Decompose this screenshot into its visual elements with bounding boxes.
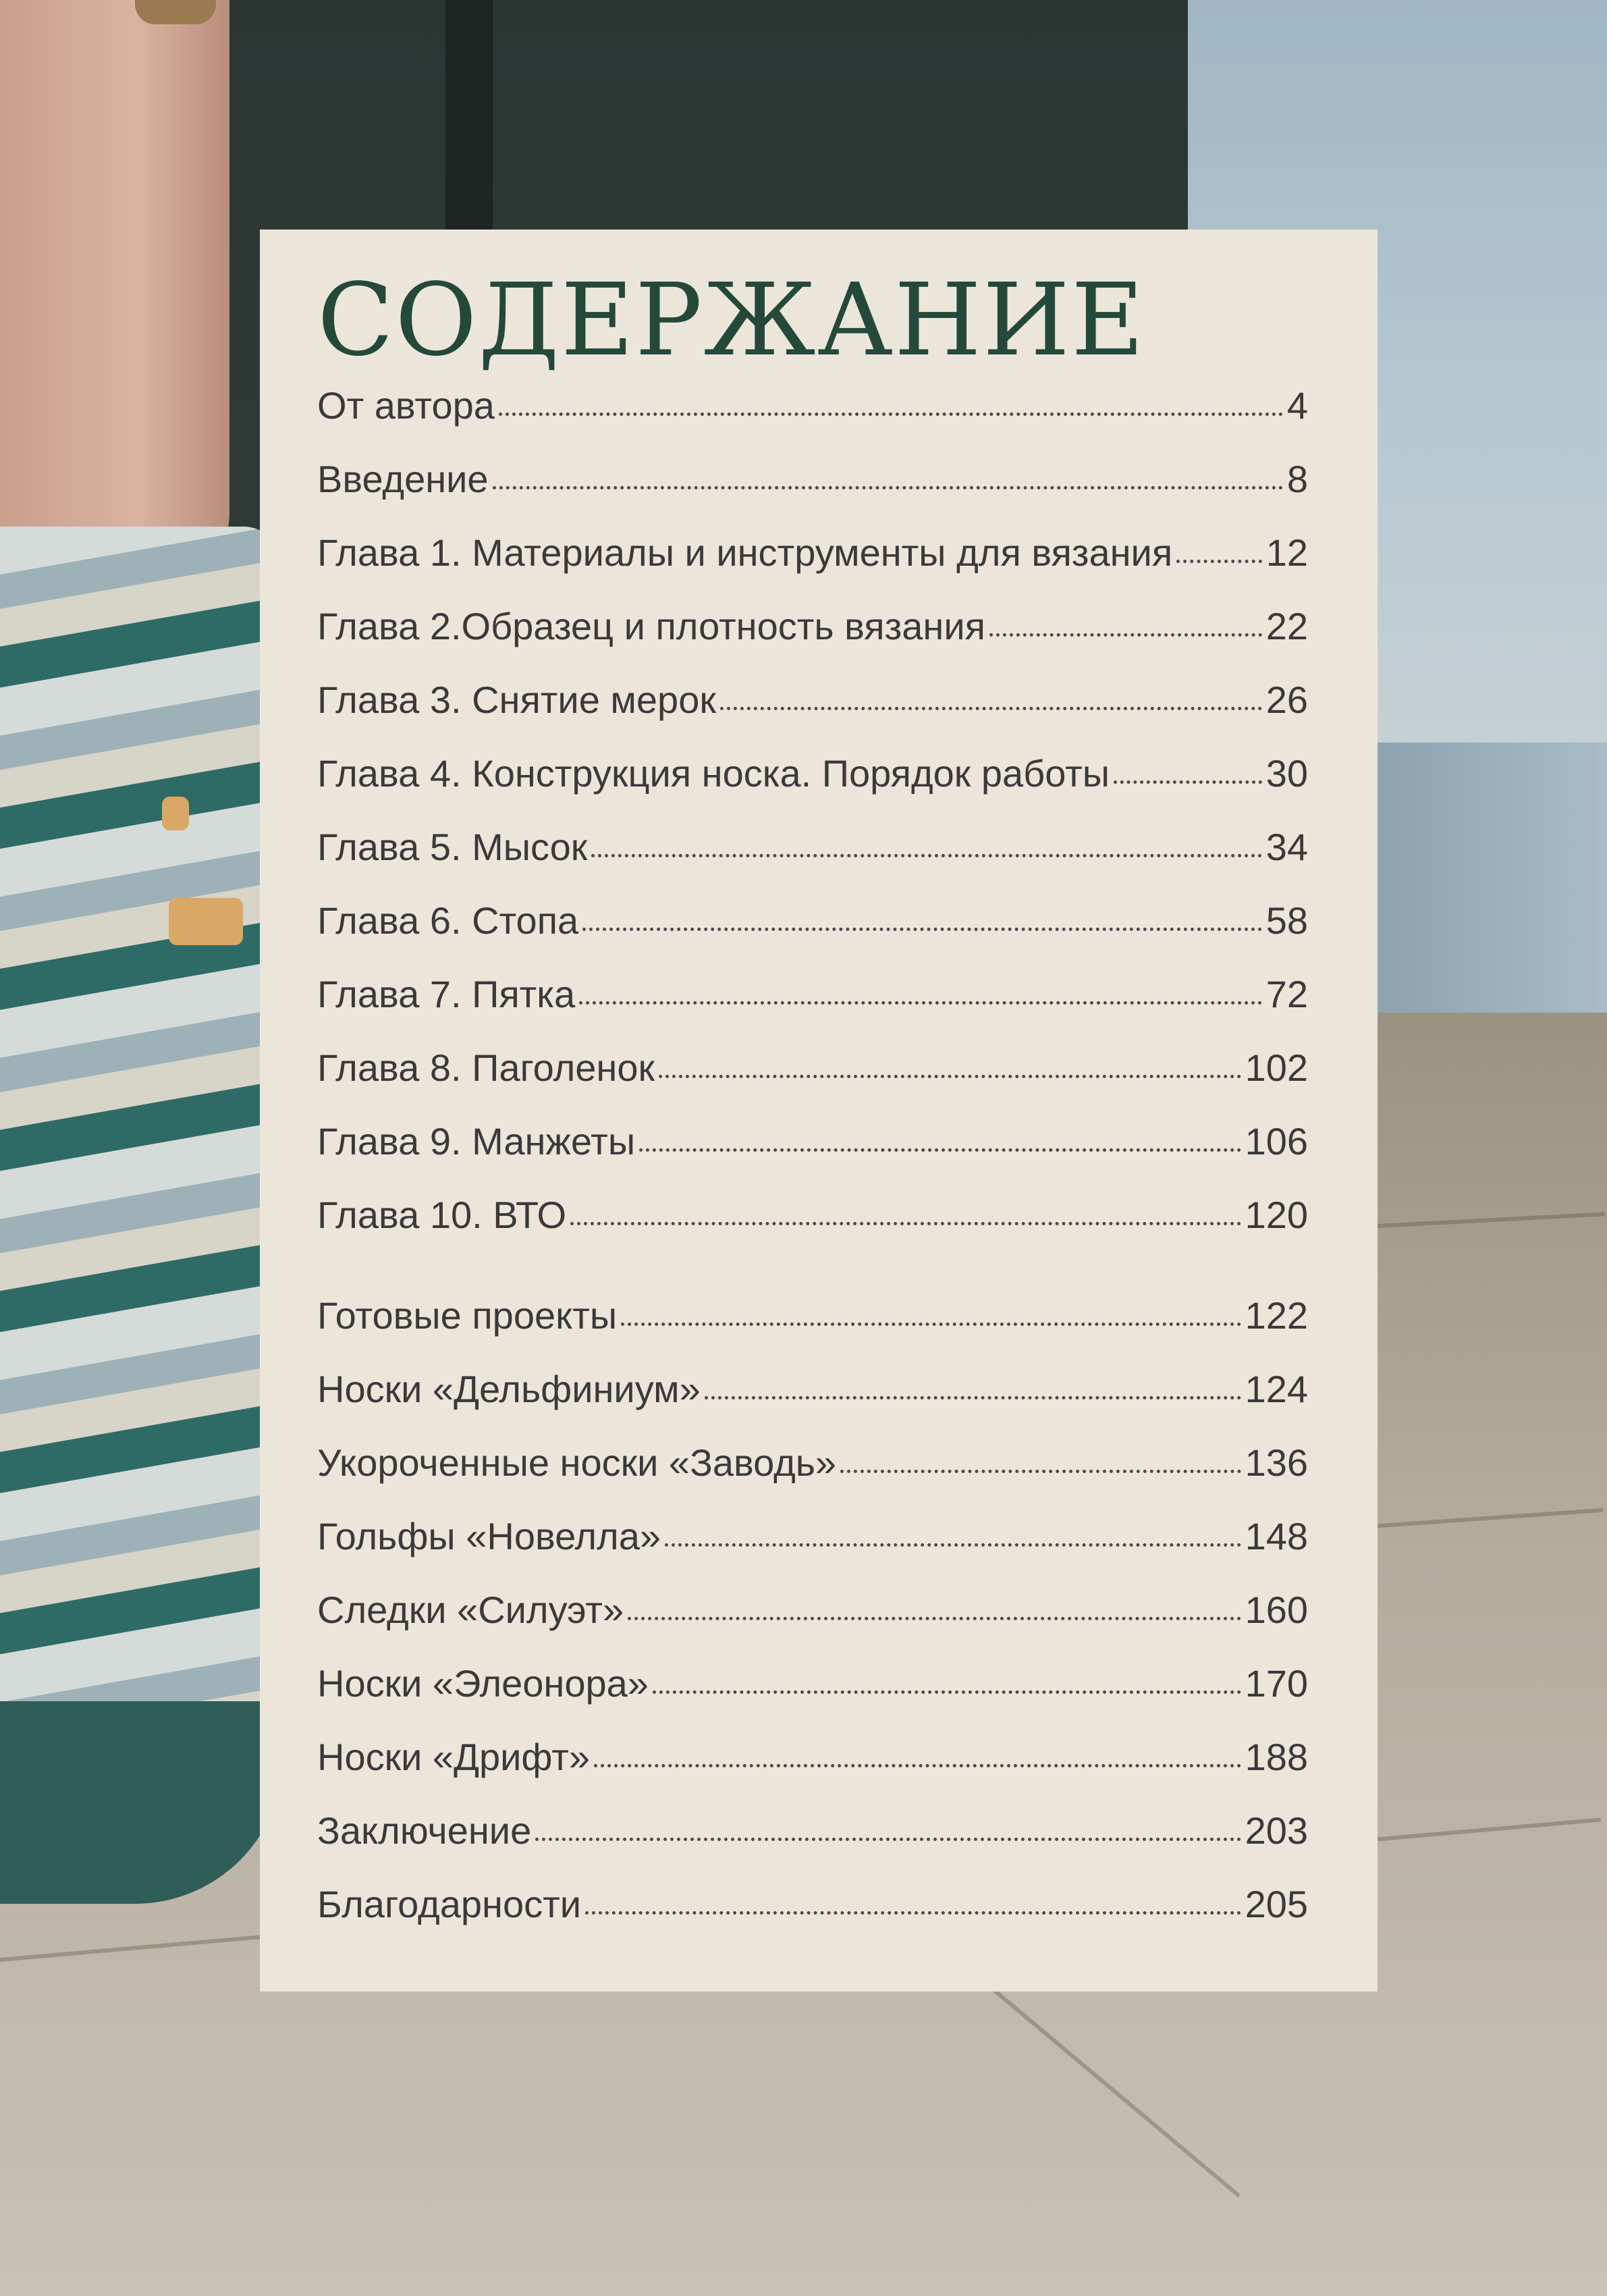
toc-entry-page: 160 bbox=[1245, 1588, 1308, 1631]
toc-entry[interactable] bbox=[317, 972, 1308, 1046]
toc-entry-label: Глава 9. Манжеты bbox=[317, 1120, 636, 1163]
toc-entry[interactable] bbox=[317, 1046, 1308, 1119]
toc-entry-page: 122 bbox=[1245, 1294, 1308, 1337]
toc-entry[interactable] bbox=[317, 383, 1308, 457]
toc-entry-label: Глава 4. Конструкция носка. Порядок работы bbox=[317, 752, 1110, 795]
toc-entry[interactable] bbox=[317, 1193, 1308, 1266]
toc-dot-leader bbox=[493, 486, 1283, 489]
toc-entry[interactable] bbox=[317, 751, 1308, 825]
toc-dot-leader bbox=[659, 1075, 1241, 1078]
toc-entry-label: Готовые проекты bbox=[317, 1294, 618, 1337]
toc-entry[interactable] bbox=[317, 1735, 1308, 1809]
toc-entry-label: Глава 3. Снятие мерок bbox=[317, 678, 716, 721]
toc-entry-label: Носки «Элеонора» bbox=[317, 1662, 649, 1705]
toc-dot-leader bbox=[639, 1148, 1241, 1152]
toc-entry-page: 124 bbox=[1245, 1368, 1308, 1410]
toc-dot-leader bbox=[499, 412, 1283, 416]
toc-dot-leader bbox=[720, 707, 1262, 710]
toc-entry-page: 34 bbox=[1265, 826, 1308, 868]
toc-dot-leader bbox=[665, 1543, 1241, 1547]
toc-entry-label: Укороченные носки «Заводь» bbox=[317, 1441, 837, 1484]
toc-dot-leader bbox=[535, 1838, 1241, 1841]
toc-entry-page: 72 bbox=[1265, 973, 1308, 1015]
toc-entry[interactable] bbox=[317, 604, 1308, 678]
toc-dot-leader bbox=[840, 1470, 1241, 1473]
toc-entry-label: Глава 6. Стопа bbox=[317, 899, 579, 942]
toc-dot-leader bbox=[579, 1001, 1262, 1005]
toc-entry-page: 106 bbox=[1245, 1120, 1308, 1163]
toc-entry[interactable] bbox=[317, 678, 1308, 751]
toc-entry-label: Глава 5. Мысок bbox=[317, 826, 588, 868]
toc-dot-leader bbox=[989, 633, 1262, 637]
toc-entry-label: Глава 1. Материалы и инструменты для вязания bbox=[317, 531, 1173, 574]
toc-entry-label: Введение bbox=[317, 458, 489, 500]
toc-entry-page: 8 bbox=[1286, 458, 1308, 500]
toc-entry[interactable] bbox=[317, 531, 1308, 604]
knitted-sock bbox=[0, 527, 283, 1877]
toc-dot-leader bbox=[594, 1764, 1241, 1767]
toc-dot-leader bbox=[1114, 780, 1262, 784]
toc-entry[interactable] bbox=[317, 1119, 1308, 1193]
toc-entry-page: 148 bbox=[1245, 1515, 1308, 1557]
toc-entry-page: 188 bbox=[1245, 1736, 1308, 1778]
toc-dot-leader bbox=[585, 1911, 1241, 1915]
toc-entry[interactable] bbox=[317, 1809, 1308, 1882]
toc-entry-label: Глава 7. Пятка bbox=[317, 973, 576, 1015]
toc-entry-page: 30 bbox=[1265, 752, 1308, 795]
toc-entry-page: 102 bbox=[1245, 1046, 1308, 1089]
arm bbox=[0, 0, 229, 594]
toc-entry-label: От автора bbox=[317, 384, 495, 427]
toc-dot-leader bbox=[582, 928, 1262, 931]
toc-entry-label: Заключение bbox=[317, 1809, 532, 1852]
toc-dot-leader bbox=[1176, 560, 1262, 563]
toc-entry-page: 203 bbox=[1245, 1809, 1308, 1852]
toc-entry-label: Гольфы «Новелла» bbox=[317, 1515, 661, 1557]
trunk-paint-patch bbox=[162, 797, 189, 830]
toc-entry-page: 12 bbox=[1265, 531, 1308, 574]
toc-dot-leader bbox=[705, 1396, 1241, 1399]
toc-entry-label: Носки «Дрифт» bbox=[317, 1736, 591, 1778]
toc-title: СОДЕРЖАНИЕ bbox=[317, 262, 1146, 378]
toc-dot-leader bbox=[570, 1222, 1241, 1225]
toc-entry-label: Следки «Силуэт» bbox=[317, 1588, 624, 1631]
trunk-paint-patch bbox=[169, 898, 243, 945]
background-trunk-edge bbox=[445, 0, 493, 230]
toc-entry-page: 170 bbox=[1245, 1662, 1308, 1705]
toc-entry-label: Глава 2.Образец и плотность вязания bbox=[317, 605, 985, 647]
toc-dot-leader bbox=[591, 854, 1261, 857]
toc-entry[interactable] bbox=[317, 1588, 1308, 1661]
toc-entry-label: Глава 10. ВТО bbox=[317, 1194, 567, 1236]
toc-entry-label: Носки «Дельфиниум» bbox=[317, 1368, 701, 1410]
toc-entry[interactable] bbox=[317, 457, 1308, 531]
toc-list bbox=[317, 383, 1308, 1956]
toc-entry-page: 4 bbox=[1286, 384, 1308, 427]
toc-entry[interactable] bbox=[317, 1293, 1308, 1367]
toc-entry-page: 120 bbox=[1245, 1194, 1308, 1236]
toc-entry-page: 205 bbox=[1245, 1883, 1308, 1925]
toc-entry-page: 22 bbox=[1265, 605, 1308, 647]
toc-entry-page: 58 bbox=[1265, 899, 1308, 942]
toc-dot-leader bbox=[628, 1617, 1241, 1620]
toc-panel bbox=[260, 230, 1378, 1992]
toc-dot-leader bbox=[621, 1323, 1241, 1326]
toc-entry-label: Благодарности bbox=[317, 1883, 582, 1925]
toc-entry[interactable] bbox=[317, 1514, 1308, 1588]
toc-entry[interactable] bbox=[317, 899, 1308, 972]
toc-entry-page: 26 bbox=[1265, 678, 1308, 721]
toc-dot-leader bbox=[653, 1690, 1241, 1694]
toc-entry[interactable] bbox=[317, 1882, 1308, 1956]
toc-entry[interactable] bbox=[317, 825, 1308, 899]
toc-entry[interactable] bbox=[317, 1661, 1308, 1735]
toc-entry[interactable] bbox=[317, 1367, 1308, 1441]
toc-entry-page: 136 bbox=[1245, 1441, 1308, 1484]
toc-entry[interactable] bbox=[317, 1441, 1308, 1514]
toc-entry-label: Глава 8. Паголенок bbox=[317, 1046, 655, 1089]
wristwatch bbox=[135, 0, 216, 24]
